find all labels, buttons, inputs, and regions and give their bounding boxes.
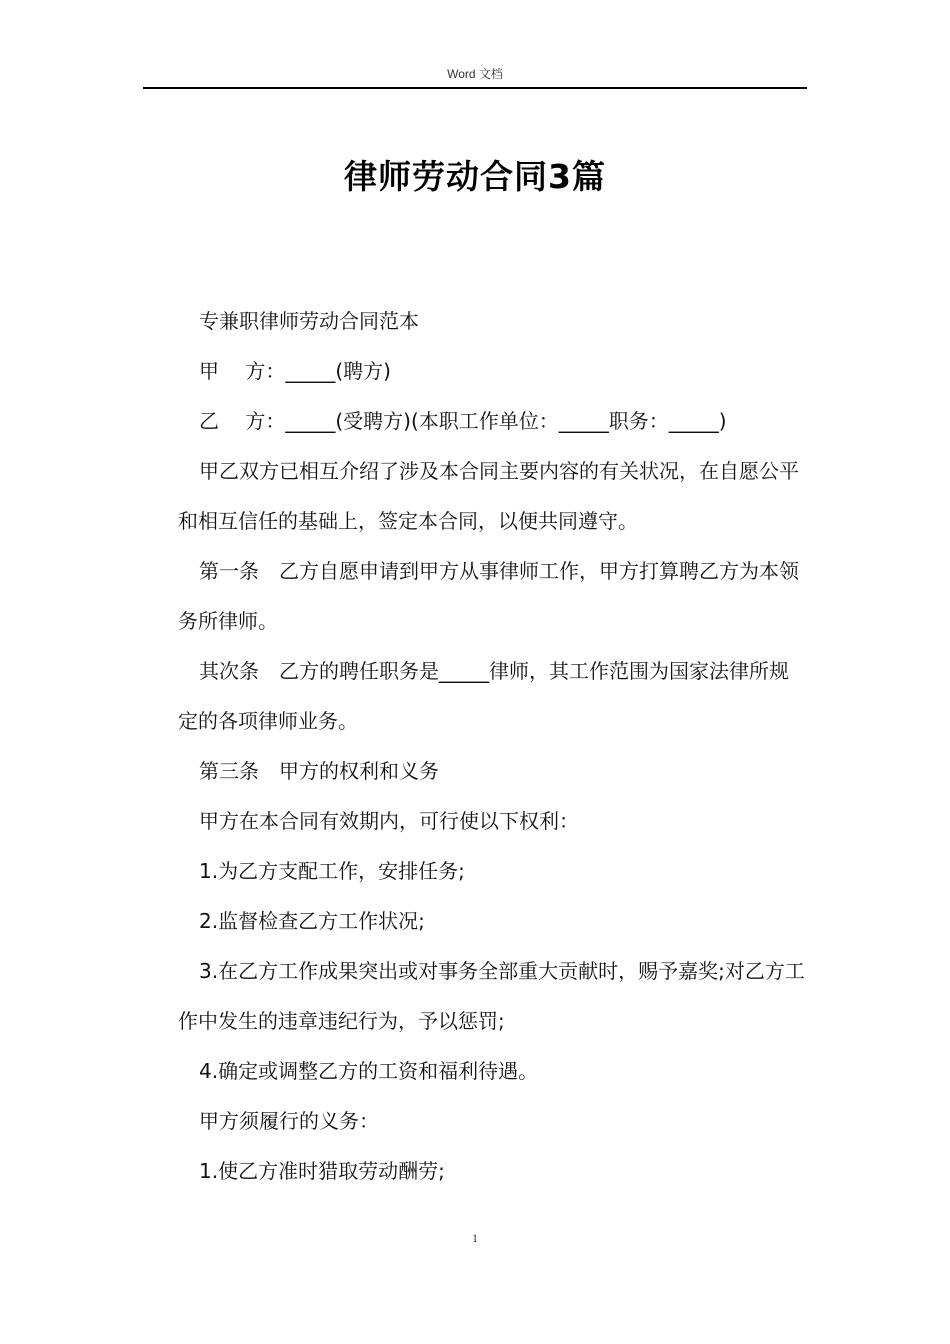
paragraph: 甲乙双方已相互介绍了涉及本合同主要内容的有关状况，在自愿公平和相互信任的基础上，签定本合同，以便共同遵守。 xyxy=(178,459,799,533)
paragraph: 甲方在本合同有效期内，可行使以下权利： xyxy=(199,809,579,833)
paragraph: 第一条 乙方自愿申请到甲方从事律师工作，甲方打算聘乙方为本领务所律师。 xyxy=(178,559,799,633)
header-rule xyxy=(143,87,807,89)
paragraph: 1.使乙方准时猎取劳动酬劳; xyxy=(199,1159,445,1183)
document-body xyxy=(178,296,808,1196)
page-number: 1 xyxy=(472,1231,478,1245)
paragraph: 2.监督检查乙方工作状况; xyxy=(199,909,425,933)
paragraph: 1.为乙方支配工作，安排任务; xyxy=(199,859,465,883)
page-header: Word 文档 xyxy=(447,67,503,81)
paragraph: 4.确定或调整乙方的工资和福利待遇。 xyxy=(199,1059,539,1083)
paragraph: 乙 方：_____(受聘方)(本职工作单位：_____职务：_____) xyxy=(199,409,727,433)
paragraph: 甲 方：_____(聘方) xyxy=(199,359,391,383)
paragraph: 3.在乙方工作成果突出或对事务全部重大贡献时，赐予嘉奖;对乙方工作中发生的违章违纪行为，予以惩罚; xyxy=(178,959,805,1033)
paragraph: 其次条 乙方的聘任职务是_____律师，其工作范围为国家法律所规定的各项律师业务。 xyxy=(178,659,789,733)
paragraph: 甲方须履行的义务： xyxy=(199,1109,379,1133)
document-title: 律师劳动合同3篇 xyxy=(344,157,606,196)
paragraph: 专兼职律师劳动合同范本 xyxy=(199,309,419,333)
paragraph: 第三条 甲方的权利和义务 xyxy=(199,759,439,783)
